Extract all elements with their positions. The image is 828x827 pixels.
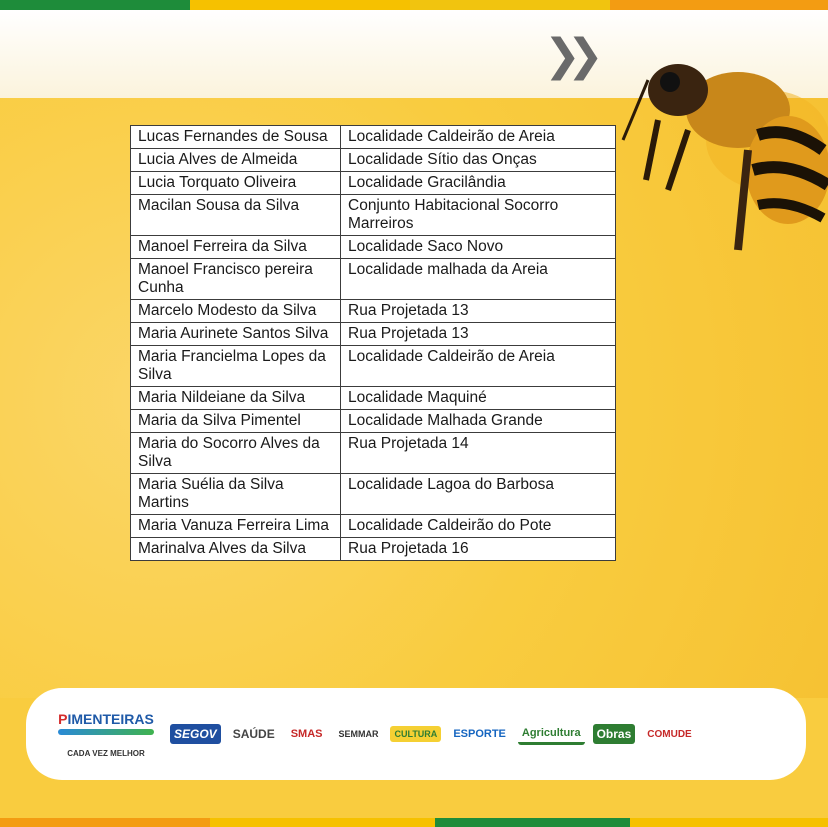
cultura-logo: CULTURA: [390, 726, 441, 742]
semmar-logo: SEMMAR: [338, 729, 379, 739]
table-cell-address: Localidade Sítio das Onças: [340, 148, 616, 172]
table-cell-address: Rua Projetada 13: [340, 322, 616, 346]
table-cell-name: Marcelo Modesto da Silva: [130, 299, 341, 323]
esporte-logo: ESPORTE: [453, 728, 506, 740]
table-cell-address: Localidade Gracilândia: [340, 171, 616, 195]
table-cell-address: Rua Projetada 14: [340, 432, 616, 474]
table-cell-address: Localidade Saco Novo: [340, 235, 616, 259]
table-cell-name: Maria Vanuza Ferreira Lima: [130, 514, 341, 538]
table-cell-address: Localidade malhada da Areia: [340, 258, 616, 300]
table-cell-name: Maria da Silva Pimentel: [130, 409, 341, 433]
table-cell-address: Localidade Caldeirão do Pote: [340, 514, 616, 538]
table-cell-name: Lucia Alves de Almeida: [130, 148, 341, 172]
table-cell-address: Localidade Caldeirão de Areia: [340, 345, 616, 387]
table-cell-name: Maria Aurinete Santos Silva: [130, 322, 341, 346]
obras-logo: Obras: [593, 724, 636, 744]
comude-logo: COMUDE: [647, 728, 692, 740]
table-cell-name: Manoel Francisco pereira Cunha: [130, 258, 341, 300]
brand-slogan: CADA VEZ MELHOR: [67, 748, 145, 758]
table-cell-name: Manoel Ferreira da Silva: [130, 235, 341, 259]
table-cell-address: Rua Projetada 16: [340, 537, 616, 561]
table-cell-address: Rua Projetada 13: [340, 299, 616, 323]
table-cell-name: Macilan Sousa da Silva: [130, 194, 341, 236]
table-cell-name: Marinalva Alves da Silva: [130, 537, 341, 561]
people-address-table: [131, 125, 616, 560]
table-cell-address: Conjunto Habitacional Socorro Marreiros: [340, 194, 616, 236]
segov-logo: SEGOV: [170, 724, 221, 744]
table-cell-name: Maria Francielma Lopes da Silva: [130, 345, 341, 387]
pimenteiras-logo: PIMENTEIRAS CADA VEZ MELHOR: [58, 710, 154, 758]
smas-logo: SMAS: [290, 728, 323, 740]
bee-illustration: [618, 30, 828, 270]
table-cell-name: Maria do Socorro Alves da Silva: [130, 432, 341, 474]
top-color-stripe: [0, 0, 828, 10]
table-cell-name: Lucia Torquato Oliveira: [130, 171, 341, 195]
table-cell-name: Maria Suélia da Silva Martins: [130, 473, 341, 515]
agricultura-logo: Agricultura: [518, 724, 585, 745]
double-chevron-right-icon[interactable]: ❯❯: [544, 30, 590, 81]
bottom-color-stripe: [0, 818, 828, 827]
saude-logo: SAÚDE: [232, 727, 275, 741]
table-cell-address: Localidade Malhada Grande: [340, 409, 616, 433]
table-cell-address: Localidade Caldeirão de Areia: [340, 125, 616, 149]
table-cell-address: Localidade Maquiné: [340, 386, 616, 410]
table-cell-name: Maria Nildeiane da Silva: [130, 386, 341, 410]
table-cell-address: Localidade Lagoa do Barbosa: [340, 473, 616, 515]
table-cell-name: Lucas Fernandes de Sousa: [130, 125, 341, 149]
sponsor-logo-bar: [26, 688, 806, 780]
